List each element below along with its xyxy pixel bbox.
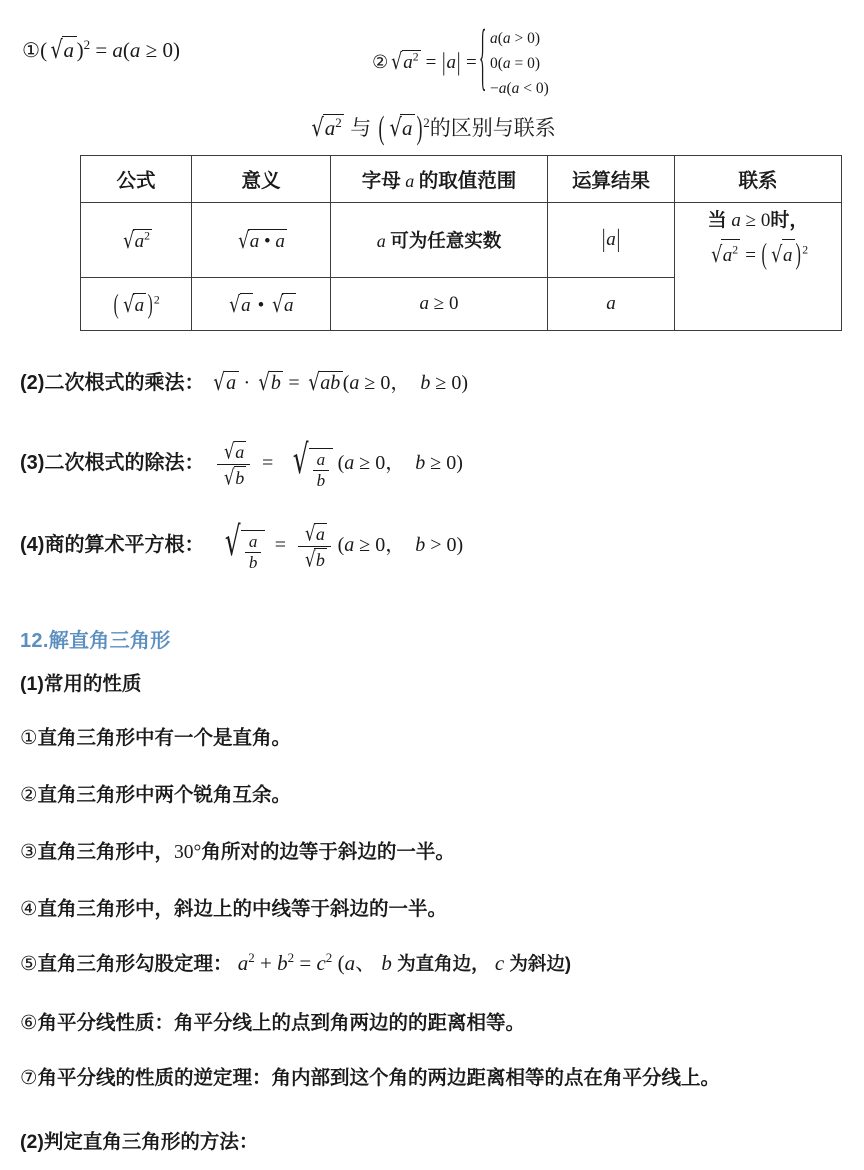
- big-radical-a-over-b-left: √ $\frac{a}{b}$: [215, 522, 265, 572]
- property-5-text-pre: 直角三角形勾股定理：: [37, 953, 233, 975]
- property-item-5: ⑤直角三角形勾股定理： $a^2 + b^2 = c^2$ (a、 b 为直角边， c 为斜边): [20, 950, 572, 975]
- cell-result-abs-a: |a|: [548, 203, 675, 278]
- rule-division: [20, 437, 463, 491]
- rule-division-label: (3)二次根式的除法：: [20, 451, 205, 474]
- table-row: [81, 203, 842, 278]
- property-6-marker: ⑥: [20, 1011, 38, 1034]
- property-6-text: 角平分线性质：角平分线上的点到角两边的的距离相等。: [37, 1012, 525, 1034]
- header-range-post: 的取值范围: [418, 170, 517, 192]
- cell-range-nonnegative: a ≥ 0: [331, 278, 548, 331]
- property-item-1: [20, 722, 291, 750]
- rule-quotient-root: [20, 519, 464, 573]
- property-4-marker: ④: [20, 897, 38, 920]
- comparison-table-wrapper: [80, 155, 809, 331]
- cell-range-text: 可为任意实数: [390, 230, 502, 251]
- property-item-7: [20, 1062, 720, 1090]
- rule-multiplication-label: (2)二次根式的乘法：: [20, 372, 205, 394]
- sqrt-a-radical: √a: [47, 34, 76, 63]
- cell-formula-sqrt-a-squared: $√a^2$: [81, 203, 192, 278]
- property-5-marker: ⑤: [20, 952, 38, 975]
- cell-meaning-sqrt-times-sqrt: √a • √a: [192, 278, 331, 331]
- cell-link-relation: [675, 203, 842, 331]
- header-cell-link: 联系: [675, 156, 842, 203]
- brace-icon: {: [478, 21, 487, 102]
- comparison-table: [80, 155, 842, 331]
- formula-item-1: ①( √a )$^2$ = a(a ≥ 0): [22, 34, 180, 64]
- fraction-sqrt-a-over-sqrt-b: $\frac{√a}{√b}$: [217, 441, 250, 489]
- case-row-zero: 0(a = 0): [489, 55, 541, 73]
- formula-item-2: ② $√a^2 = |a|$ = { a(a > 0) 0(a = 0) −a(a < 0): [372, 26, 549, 101]
- property-1-marker: ①: [20, 726, 38, 749]
- cell-meaning-a-times-a: √a • a: [192, 203, 331, 278]
- cell-result-a: a: [548, 278, 675, 331]
- property-item-6: [20, 1007, 525, 1035]
- rule-division-equation: $\frac{√a}{√b}$ = √ $\frac{a}{b}$ (a ≥ 0， b ≥ 0): [210, 453, 462, 473]
- table-title-suffix: 的区别与联系: [429, 116, 556, 140]
- header-cell-range: 字母 a 的取值范围: [331, 156, 548, 203]
- link-line-1: 当 a ≥ 0时，: [707, 210, 809, 231]
- property-3-marker: ③: [20, 840, 38, 863]
- property-item-3: [20, 836, 455, 864]
- sqrt-a-squared-radical: $√a^2$: [388, 48, 421, 74]
- subsection-2-label: (2)判定直角三角形的方法：: [20, 1131, 259, 1153]
- table-title: $√a^2$ 与 ( √a )$^2$的区别与联系: [0, 112, 864, 142]
- header-range-pre: 字母: [361, 170, 401, 192]
- top-formulas-row: [0, 18, 864, 113]
- cell-range-any-real: a 可为任意实数: [331, 203, 548, 278]
- link-line-2: $√a^2$ = ( √a )$^2$: [711, 238, 809, 271]
- property-1-text: 直角三角形中有一个是直角。: [37, 727, 291, 749]
- property-3-degree: 30°: [174, 842, 202, 863]
- rule-multiplication: [20, 367, 468, 396]
- header-cell-formula: 公式: [81, 156, 192, 203]
- property-3-text-pre: 直角三角形中，: [37, 841, 174, 863]
- property-2-text: 直角三角形中两个锐角互余。: [37, 784, 291, 806]
- header-cell-meaning: 意义: [192, 156, 331, 203]
- fraction-sqrt-a-over-sqrt-b-right: $\frac{√a}{√b}$: [298, 523, 331, 571]
- pythagorean-equation: $a^2 + b^2 = c^2$ (a、 b: [237, 950, 398, 975]
- property-7-marker: ⑦: [20, 1066, 38, 1089]
- title-sqrt-a: √a: [386, 112, 415, 141]
- section-heading-12: 12.解直角三角形: [20, 630, 171, 652]
- property-7-text: 角平分线的性质的逆定理：角内部到这个角的两边距离相等的点在角平分线上。: [37, 1067, 720, 1089]
- subsection-1-label: (1)常用的性质: [20, 673, 142, 695]
- formula-1-marker: ①: [22, 38, 41, 62]
- case-row-negative: −a(a < 0): [489, 80, 549, 98]
- property-3-text-post: 角所对的边等于斜边的一半。: [201, 841, 455, 863]
- piecewise-cases: [478, 21, 549, 102]
- case-row-positive: a(a > 0): [489, 30, 541, 47]
- cell-formula-sqrt-a-paren-squared: ( √a )$^2$: [81, 278, 192, 331]
- table-header-row: [81, 156, 842, 203]
- big-radical-a-over-b: √ $\frac{a}{b}$: [283, 440, 333, 490]
- property-item-2: [20, 779, 291, 807]
- table-title-middle: 与: [350, 116, 372, 140]
- property-4-text: 直角三角形中，斜边上的中线等于斜边的一半。: [37, 898, 447, 920]
- rule-quotient-root-label: (4)商的算术平方根：: [20, 533, 205, 556]
- title-sqrt-a-squared: $√a^2$: [308, 112, 344, 141]
- header-cell-result: 运算结果: [548, 156, 675, 203]
- formula-2-marker: ②: [372, 52, 389, 73]
- property-2-marker: ②: [20, 783, 38, 806]
- rule-quotient-root-equation: √ $\frac{a}{b}$ = $\frac{√a}{√b}$ (a ≥ 0， b > 0): [210, 535, 463, 555]
- rule-multiplication-equation: √a · √b = √ab (a ≥ 0， b ≥ 0): [213, 367, 468, 396]
- property-item-4: [20, 893, 447, 921]
- absolute-value-a: |a|: [441, 48, 461, 77]
